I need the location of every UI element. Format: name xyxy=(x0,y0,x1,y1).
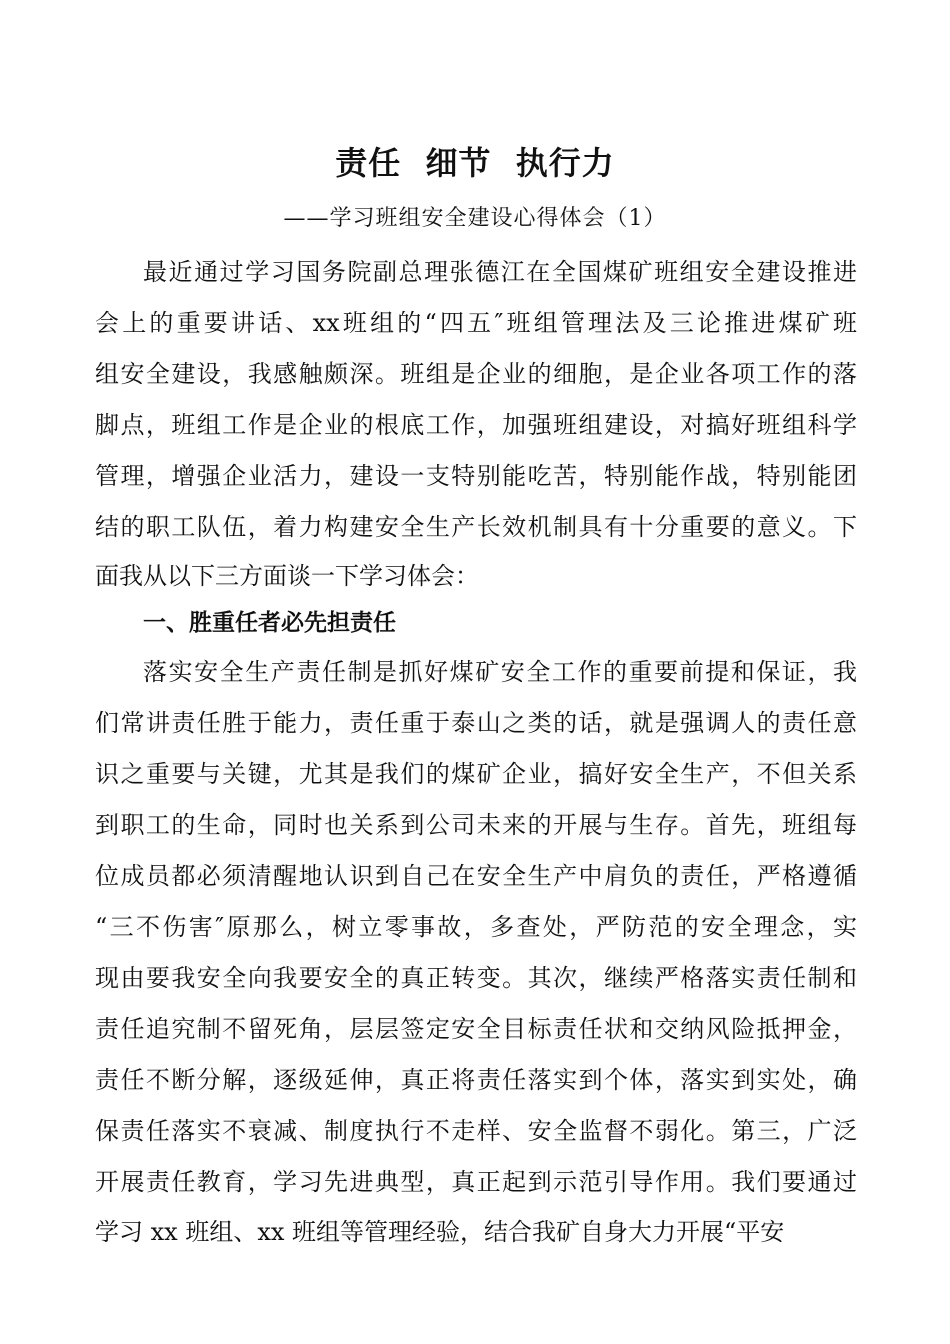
paragraph-line: 位成员都必须清醒地认识到自己在安全生产中肩负的责任，严格遵循 xyxy=(95,862,857,890)
paragraph-line: 面我从以下三方面谈一下学习体会： xyxy=(95,562,479,590)
paragraph-line: 们常讲责任胜于能力，责任重于泰山之类的话，就是强调人的责任意 xyxy=(95,709,857,737)
paragraph-line: 管理，增强企业活力，建设一支特别能吃苦，特别能作战，特别能团 xyxy=(95,462,857,490)
paragraph-line: 学习 xx 班组、xx 班组等管理经验，结合我矿自身大力开展“平安 xyxy=(95,1218,785,1246)
paragraph-line: 脚点，班组工作是企业的根底工作，加强班组建设，对搞好班组科学 xyxy=(95,411,857,439)
paragraph-line: 结的职工队伍，着力构建安全生产长效机制具有十分重要的意义。下 xyxy=(95,513,857,541)
paragraph-line: 组安全建设，我感触颇深。班组是企业的细胞，是企业各项工作的落 xyxy=(95,360,857,388)
paragraph-line: 保责任落实不衰减、制度执行不走样、安全监督不弱化。第三，广泛 xyxy=(95,1117,857,1145)
paragraph-line: 现由要我安全向我要安全的真正转变。其次，继续严格落实责任制和 xyxy=(95,964,857,992)
document-subtitle: ——学习班组安全建设心得体会（1） xyxy=(283,206,667,231)
paragraph-line: 识之重要与关键，尤其是我们的煤矿企业，搞好安全生产，不但关系 xyxy=(95,760,857,788)
paragraph-line: 会上的重要讲话、xx班组的“四五″班组管理法及三论推进煤矿班 xyxy=(95,309,857,337)
document-title: 责任 细节 执行力 xyxy=(335,144,615,182)
paragraph-line: 责任不断分解，逐级延伸，真正将责任落实到个体，落实到实处，确 xyxy=(95,1066,857,1094)
paragraph-line: 最近通过学习国务院副总理张德江在全国煤矿班组安全建设推进 xyxy=(143,258,857,286)
paragraph-line: 开展责任教育，学习先进典型，真正起到示范引导作用。我们要通过 xyxy=(95,1168,857,1196)
paragraph-line: “三不伤害″原那么，树立零事故，多查处，严防范的安全理念，实 xyxy=(95,913,857,941)
section-heading: 一、胜重任者必先担责任 xyxy=(143,610,396,636)
paragraph-line: 到职工的生命，同时也关系到公司未来的开展与生存。首先，班组每 xyxy=(95,811,857,839)
paragraph-line: 落实安全生产责任制是抓好煤矿安全工作的重要前提和保证，我 xyxy=(143,658,857,686)
paragraph-line: 责任追究制不留死角，层层签定安全目标责任状和交纳风险抵押金， xyxy=(95,1015,857,1043)
